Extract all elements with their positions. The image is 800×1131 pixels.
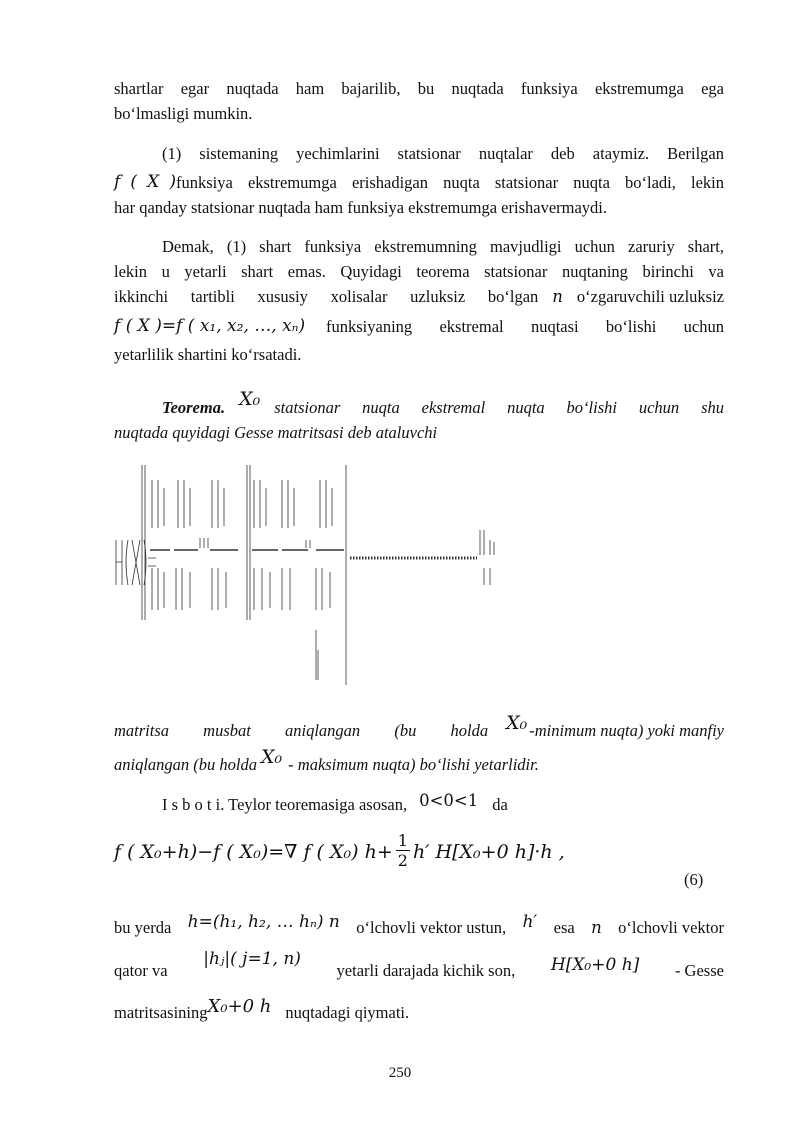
para4-line2b: - maksimum nuqta) bo‘lishi yetarlidir.	[288, 755, 539, 774]
para5-b: o‘lchovli vektor ustun,	[356, 918, 507, 937]
para5-h: matritsasining	[114, 1003, 208, 1022]
proof-label: I s b o t i	[162, 795, 221, 814]
para3-line3b: o‘zgaruvchili uzluksiz	[576, 287, 724, 306]
n-symbol-2: n	[591, 918, 602, 937]
x0-plus-h: X₀+0 h	[207, 996, 272, 1017]
para1-line1: shartlar egar nuqtada ham bajarilib, bu nuqtada funksiya ekstremumga ega	[114, 79, 724, 98]
equation-lhs: f ( X₀+h)−f ( X₀)=∇ f ( X₀) h+	[114, 840, 393, 863]
fraction-denominator: 2	[397, 851, 408, 870]
hj-condition: |hⱼ|( j=1, n)	[203, 949, 301, 969]
proof-text: . Teylor teoremasiga asosan,	[220, 795, 408, 814]
h-vector: h=(h₁, h₂, … hₙ) n	[187, 912, 340, 932]
para3-line4	[114, 314, 724, 339]
para3-line1: Demak, (1) shart funksiya ekstremumning mavjudligi uchun zaruriy shart,	[162, 237, 724, 256]
para4-line1	[114, 712, 724, 743]
para3-line4-text: funksiyaning ekstremal nuqtasi bo‘lishi uchun	[326, 317, 724, 336]
proof-line	[114, 792, 724, 817]
fx-formula: f ( X )	[114, 172, 176, 192]
para3-line3a: ikkinchi tartibli xususiy xolisalar uzluksiz bo‘lgan	[114, 287, 539, 306]
para5-f: yetarli darajada kichik son,	[336, 961, 516, 980]
hesse-at-point: H[X₀+0 h]	[550, 955, 640, 975]
para4-line1a: matritsa musbat aniqlangan (bu holda	[114, 721, 489, 740]
inequality: 0<0<1	[419, 791, 479, 810]
para3-line5: yetarlilik shartini ko‘rsatadi.	[114, 345, 302, 364]
para5-g: - Gesse	[674, 961, 724, 980]
para5-c: esa	[553, 918, 575, 937]
theorem-line1	[114, 388, 724, 420]
para5-i: nuqtadagi qiymati.	[285, 1003, 410, 1022]
para5-a: bu yerda	[114, 918, 172, 937]
equation-number: (6)	[684, 870, 704, 889]
taylor-equation	[114, 832, 565, 871]
theorem-line2: nuqtada quyidagi Gesse matritsasi deb ataluvchi	[114, 423, 438, 442]
h-prime: h′	[522, 912, 538, 932]
para2-line3: har qanday statsionar nuqtada ham funksiya ekstremumga erishavermaydi.	[114, 198, 608, 217]
hesse-matrix-graphic	[112, 460, 512, 690]
proof-da: da	[492, 795, 508, 814]
para5-line2	[114, 949, 724, 984]
fraction-numerator: 1	[397, 831, 408, 850]
theorem-label: Teorema.	[162, 398, 226, 417]
x0-min-symbol: X₀	[506, 712, 528, 734]
para4-line2	[114, 746, 724, 777]
para5-d: o‘lchovli vektor	[618, 918, 724, 937]
para5-line1	[114, 912, 724, 941]
theorem-line1-text: statsionar nuqta ekstremal nuqta bo‘lishi uchun shu	[274, 398, 724, 417]
n-symbol: n	[552, 287, 563, 306]
para4-line2a: aniqlangan (bu holda	[114, 755, 257, 774]
para1-line2: bo‘lmasligi mumkin.	[114, 104, 253, 123]
para5-line3	[114, 996, 724, 1025]
para5-e: qator va	[114, 961, 168, 980]
para3-line2: lekin u yetarli shart emas. Quyidagi teorema statsionar nuqtaning birinchi va	[114, 262, 724, 281]
fx-full-formula: f ( X )=f ( x₁, x₂, …, xₙ)	[114, 316, 306, 336]
x0-max-symbol: X₀	[261, 746, 283, 768]
para2-line1: (1) sistemaning yechimlarini statsionar nuqtalar deb ataymiz. Berilgan	[162, 144, 724, 163]
x0-symbol: X₀	[239, 388, 261, 410]
para3-line3	[114, 284, 724, 309]
equation-rhs: h′ H[X₀+0 h]·h ,	[412, 840, 565, 863]
para2-line2	[114, 170, 724, 195]
fraction-half	[396, 832, 410, 871]
para4-line1b: -minimum nuqta) yoki manfiy	[529, 721, 724, 740]
page-number: 250	[388, 1065, 412, 1081]
para2-line2-text: funksiya ekstremumga erishadigan nuqta statsionar nuqta bo‘ladi, lekin	[176, 173, 724, 192]
